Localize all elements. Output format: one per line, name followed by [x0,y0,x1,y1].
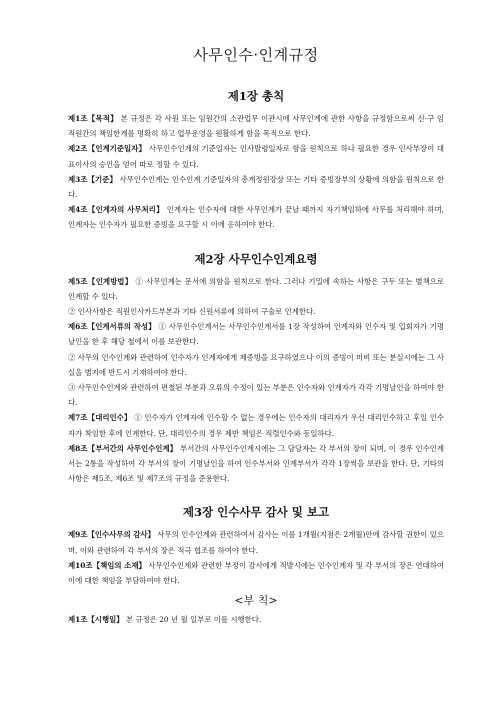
article-head: 제5조【인계방법】 [68,276,133,286]
article-head: 제4조【인계자의 사무처리】 [68,205,165,215]
article-text: ① 인수자가 인계자에 인수할 수 없는 경우에는 인수자의 대리자가 우선 대리인수하고 후일 인수자가 착임한 후에 인계한다. 단, 대리인수의 경우 제반 책임은 직렬인수와 동일하다. [68,413,444,438]
article-head: 제7조【대리인수】 [68,413,132,423]
article-text: 본 규정은 20 년 월 일부로 이를 시행한다. [123,615,262,625]
article-head: 제3조【기준】 [68,174,117,184]
article-10 [68,558,444,588]
article-text: 인계자는 인수자에 대한 사무인계가 끝날 때까지 자기책임하에 사무를 처리해야 하며, 인계자는 인수자가 필요한 증빙을 요구할 시 이에 응하여야 한다. [68,205,444,230]
article-text: 사무인수인계의 기준일자는 인사발령일자로 함을 원칙으로 하나 필요한 경우 인사부장이 대표이사의 승인을 얻어 따로 정할 수 있다. [68,144,444,169]
article-8 [68,441,444,487]
article-head: 제1조【목적】 [68,114,118,123]
article-text: ③ 사무인수인계와 관련하여 편철된 부분과 오류의 수정이 있는 부분은 인수자와 인계자가 각각 기명날인을 하여야 한다. [68,383,444,408]
article-text: 부서간의 사무인수인계시에는 그 담당자는 각 부서의 장이 되며, 이 경우 인수인계서는 2통을 작성하여 각 부서의 장이 기명날인을 하여 인수부서와 인계부서가 각각 1장씩을 보관을 한다. 단, 기타의 사항은 제5조, 제6조 및 제7조의 규정을 준용한다. [68,443,445,484]
article-text: ② 인사사항은 직원인사카드부본과 기타 신원서류에 의하여 구술로 인계한다. [68,307,316,317]
article-6-clause-3 [68,380,444,410]
article-6-clause-2 [68,350,444,380]
chapter-heading: 제3장 인수사무 감사 및 보고 [182,505,330,520]
appendix-heading: <부 칙> [234,594,278,608]
article-text: ① 사무인계는 문서에 의함을 원칙으로 한다. 그러나 기밀에 속하는 사항은 구두 또는 별책으로 인계할 수 있다. [68,276,444,301]
article-head: 제6조【인계서류의 작성】 [68,322,156,332]
article-head: 제8조【부서간의 사무인수인계】 [68,443,178,453]
article-head: 제10조【책임의 소재】 [68,560,146,570]
chapter-heading: 제1장 총칙 [227,89,285,103]
article-5 [68,274,444,304]
article-text: ② 사무의 인수인계와 관련하여 인수자가 인계자에게 제증빙을 요구하였으나 이의 증빙이 미비 또는 분실시에는 그 사실을 별지에 반드시 기재하여야 한다. [68,352,444,377]
article-6 [68,319,444,349]
article-head: 제2조【인계기준일자】 [68,144,147,154]
chapter-3 [68,504,444,588]
article-text: 사무의 인수인계와 관련하여서 감사는 이를 1개월(지점은 2개월)안에 감사할 권한이 있으며, 이와 관련하여 각 부서의 장은 적극 협조를 하여야 한다. [68,530,444,555]
document-title: 사무인수·인계규정 [193,46,319,64]
appendix-article-1 [68,612,444,627]
article-4 [68,202,444,232]
article-text: 사무인수인계는 인수인계 기준일자의 총계정원장상 또는 기타 증빙장부의 상황에 의함을 원칙으로 한다. [68,174,444,200]
appendix [68,592,444,627]
article-head: 제9조【인수사무의 감사】 [68,530,155,540]
article-9 [68,527,444,557]
article-5-clause-2 [68,304,444,319]
article-2 [68,141,444,171]
chapter-2 [68,251,444,487]
article-7 [68,410,444,440]
chapter-1 [68,88,444,233]
article-text: 본 규정은 각 사원 또는 임원간의 소관업무 이관시에 사무인계에 관한 사항을 규정함으로써 신·구 임직원간의 책임한계를 명확히 하고 업무운영을 원활하게 함을 목적으로 한다. [68,114,444,139]
article-text: 사무인수인계와 관련한 부정이 감사에게 적발시에는 인수인계자 및 각 부서의 장은 연대하여 이에 대한 책임을 부담하여야 한다. [68,560,444,586]
article-1 [68,111,444,141]
chapter-heading: 제2장 사무인수인계요령 [194,251,318,266]
article-3 [68,172,444,202]
article-text: ① 사무인수인계서는 사무인수인계서를 1장 작성하여 인계자와 인수자 및 입회자가 기명날인을 한 후 해당 철에서 이를 보관한다. [68,322,444,347]
article-head: 제1조【시행일】 [68,615,124,625]
